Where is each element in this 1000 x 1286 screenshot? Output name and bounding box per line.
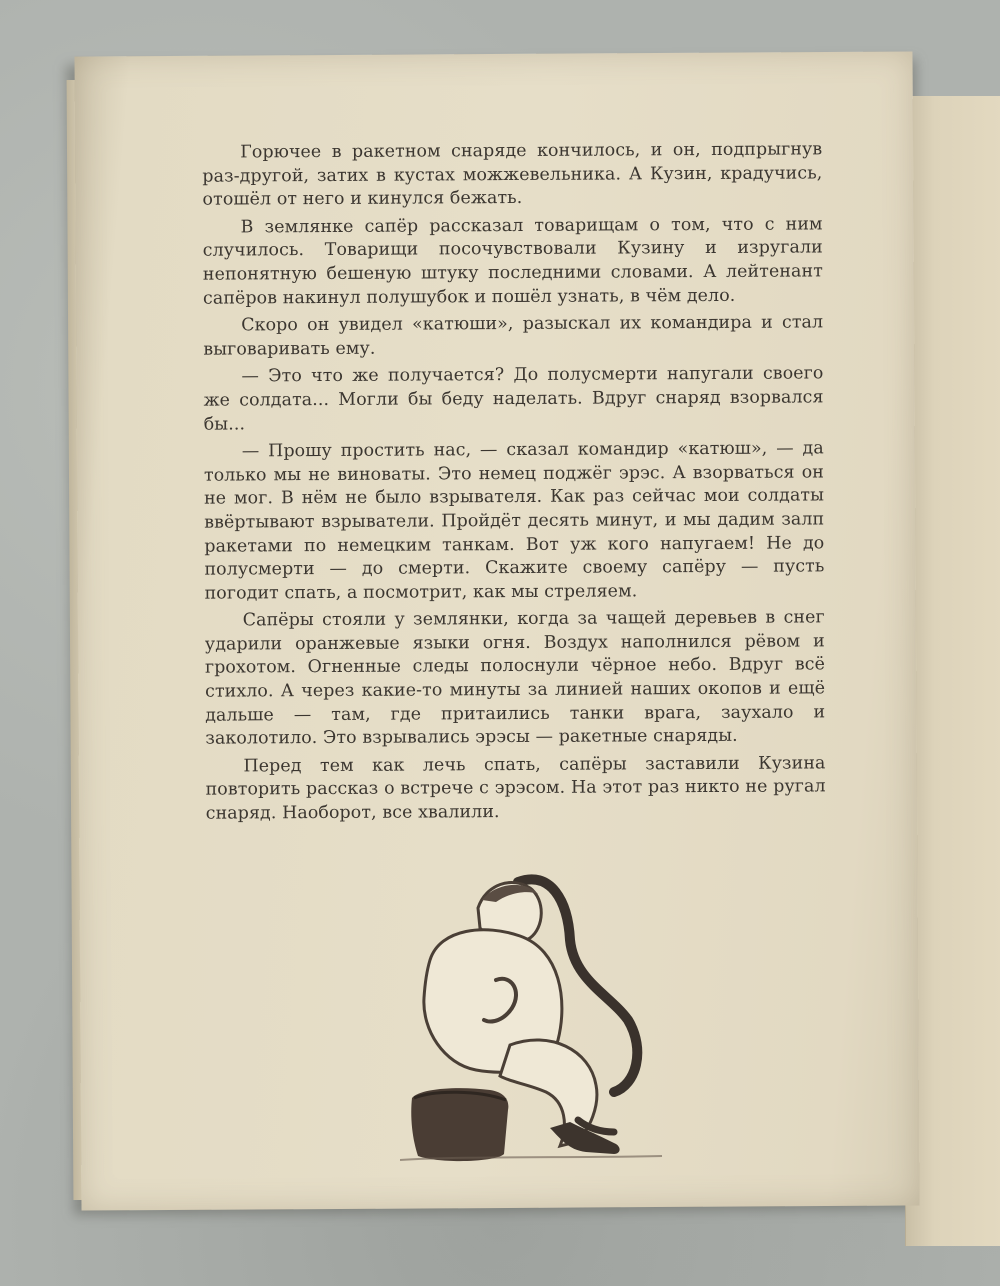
paragraph-2: В землянке сапёр рассказал товарищам о том, что с ним случилось. Товарищи посочувствовали Кузину и изругали непонятную бешеную штуку последними словами. А лейтенант сапёров накинул полушубок и пошёл узнать, в чём дело.	[202, 214, 823, 309]
paragraph-1: Горючее в ракетном снаряде кончилось, и он, подпрыгнув раз-другой, затих в кустах можжевельника. А Кузин, крадучись, отошёл от него и кинулся бежать.	[202, 139, 823, 210]
page-text	[202, 138, 826, 830]
paragraph-7: Перед тем как лечь спать, сапёры заставили Кузина повторить рассказ о встрече с эрэсом. На этот раз никто не ругал снаряд. Наоборот, все хвалили.	[205, 753, 826, 824]
paragraph-5: — Прошу простить нас, — сказал командир «катюш», — да только мы не виноваты. Это немец поджёг эрэс. А взорваться он не мог. В нём не было взрывателя. Как раз сейчас мои солдаты ввёртывают взрыватели. Пройдёт десять минут, и мы дадим залп ракетами по немецким танкам. Вот уж кого напугаем! Не до полусмерти — до смерти. Скажите своему сапёру — пусть погодит спать, а посмотрит, как мы стреляем.	[203, 438, 825, 604]
paragraph-4: — Это что же получается? До полусмерти напугали своего же солдата... Могли бы беду наделать. Вдруг снаряд взорвался бы...	[203, 363, 824, 435]
next-page-edge	[905, 96, 1000, 1246]
stump-shape	[411, 1088, 508, 1161]
paragraph-3: Скоро он увидел «катюши», разыскал их командира и стал выговаривать ему.	[203, 312, 824, 360]
paragraph-6: Сапёры стояли у землянки, когда за чащей деревьев в снег ударили оранжевые языки огня. Воздух наполнился рёвом и грохотом. Огненные следы полоснули чёрное небо. Вдруг всё стихло. А через какие-то минуты за линией наших окопов и ещё дальше — там, где притаились танки врага, заухало и заколотило. Это взрывались эрэсы — ракетные снаряды.	[204, 607, 826, 749]
soldier-illustration	[400, 870, 670, 1170]
